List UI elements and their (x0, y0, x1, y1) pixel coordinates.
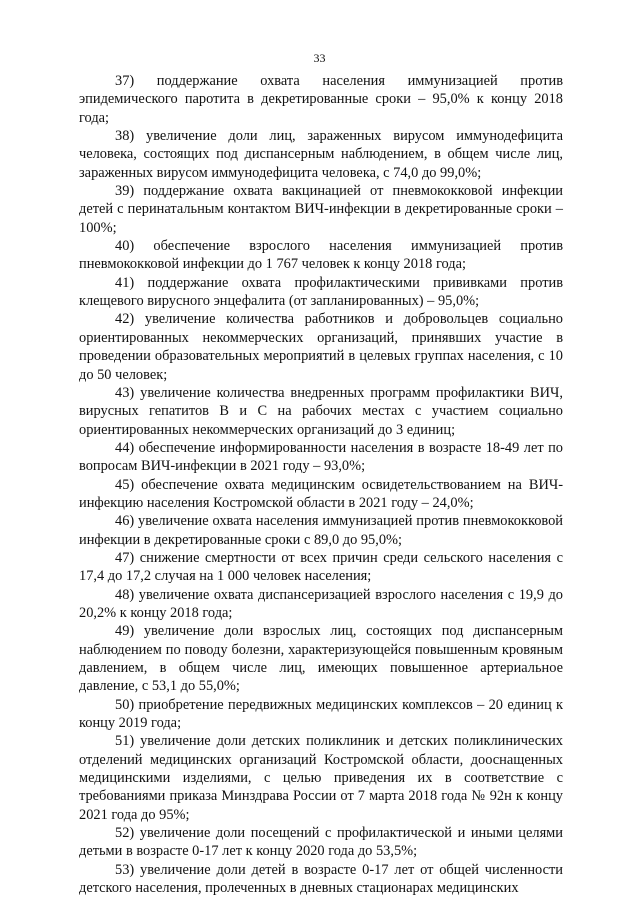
list-item: 52) увеличение доли посещений с профилактической и иными целями детьми в возрасте 0-17 лет к концу 2020 года до 53,5%; (79, 825, 563, 860)
page-number: 33 (313, 51, 326, 65)
list-item: 47) снижение смертности от всех причин среди сельского населения с 17,4 до 17,2 случая на 1 000 человек населения; (79, 549, 563, 585)
list-item: 41) поддержание охвата профилактическими прививками против клещевого вирусного энцефалита (от запланированных) – 95,0%; (79, 274, 563, 310)
list-item: 44) обеспечение информированности населения в возрасте 18-49 лет по вопросам ВИЧ-инфекции в 2021 году – 93,0%; (79, 439, 563, 475)
list-item: 50) приобретение передвижных медицинских комплексов – 20 единиц к концу 2019 года; (79, 696, 563, 732)
list-item: 48) увеличение охвата диспансеризацией взрослого населения с 19,9 до 20,2% к концу 2018 года; (79, 586, 563, 621)
list-item: 46) увеличение охвата населения иммунизацией против пневмококковой инфекции в декретированные сроки с 89,0 до 95,0%; (79, 513, 563, 548)
list-item: 43) увеличение количества внедренных программ профилактики ВИЧ, вирусных гепатитов В и С на рабочих местах с участием социально ориентированных некоммерческих организаций до 3 единиц; (79, 384, 563, 438)
list-item: 40) обеспечение взрослого населения иммунизацией против пневмококковой инфекции до 1 767 человек к концу 2018 года; (79, 238, 563, 273)
list-item: 38) увеличение доли лиц, зараженных вирусом иммунодефицита человека, состоящих под диспансерным наблюдением, в общем числе лиц, зараженных вирусом иммунодефицита человека, с 74,0 до 99,0%; (79, 128, 563, 181)
list-item: 39) поддержание охвата вакцинацией от пневмококковой инфекции детей с перинатальным контактом ВИЧ-инфекции в декретированные сроки – 100%; (79, 183, 563, 236)
list-item: 49) увеличение доли взрослых лиц, состоящих под диспансерным наблюдением по поводу болезни, характеризующейся повышенным кровяным давлением, в общем числе лиц, имеющих повышенное артериальное давление, с 53,1 до 55,0%; (79, 623, 563, 695)
list-item: 37) поддержание охвата населения иммунизацией против эпидемического паротита в декретированные сроки – 95,0% к концу 2018 года; (79, 73, 563, 126)
list-item: 51) увеличение доли детских поликлиник и детских поликлинических отделений медицинских организаций Костромской области, дооснащенных медицинскими изделиями, с целью приведения их в соответствие с требованиями приказа Минздрава России от 7 марта 2018 года № 92н к концу 2021 года до 95%; (79, 733, 563, 823)
list-item: 42) увеличение количества работников и добровольцев социально ориентированных некоммерческих организаций, принявших участие в проведении образовательных мероприятий в целевых группах населения, с 10 до 50 человек; (79, 311, 563, 383)
document-body (79, 72, 563, 897)
list-item: 45) обеспечение охвата медицинским освидетельствованием на ВИЧ-инфекцию населения Костромской области в 2021 году – 24,0%; (79, 476, 563, 511)
list-item: 53) увеличение доли детей в возрасте 0-17 лет от общей численности детского населения, пролеченных в дневных стационарах медицинских (79, 861, 563, 897)
